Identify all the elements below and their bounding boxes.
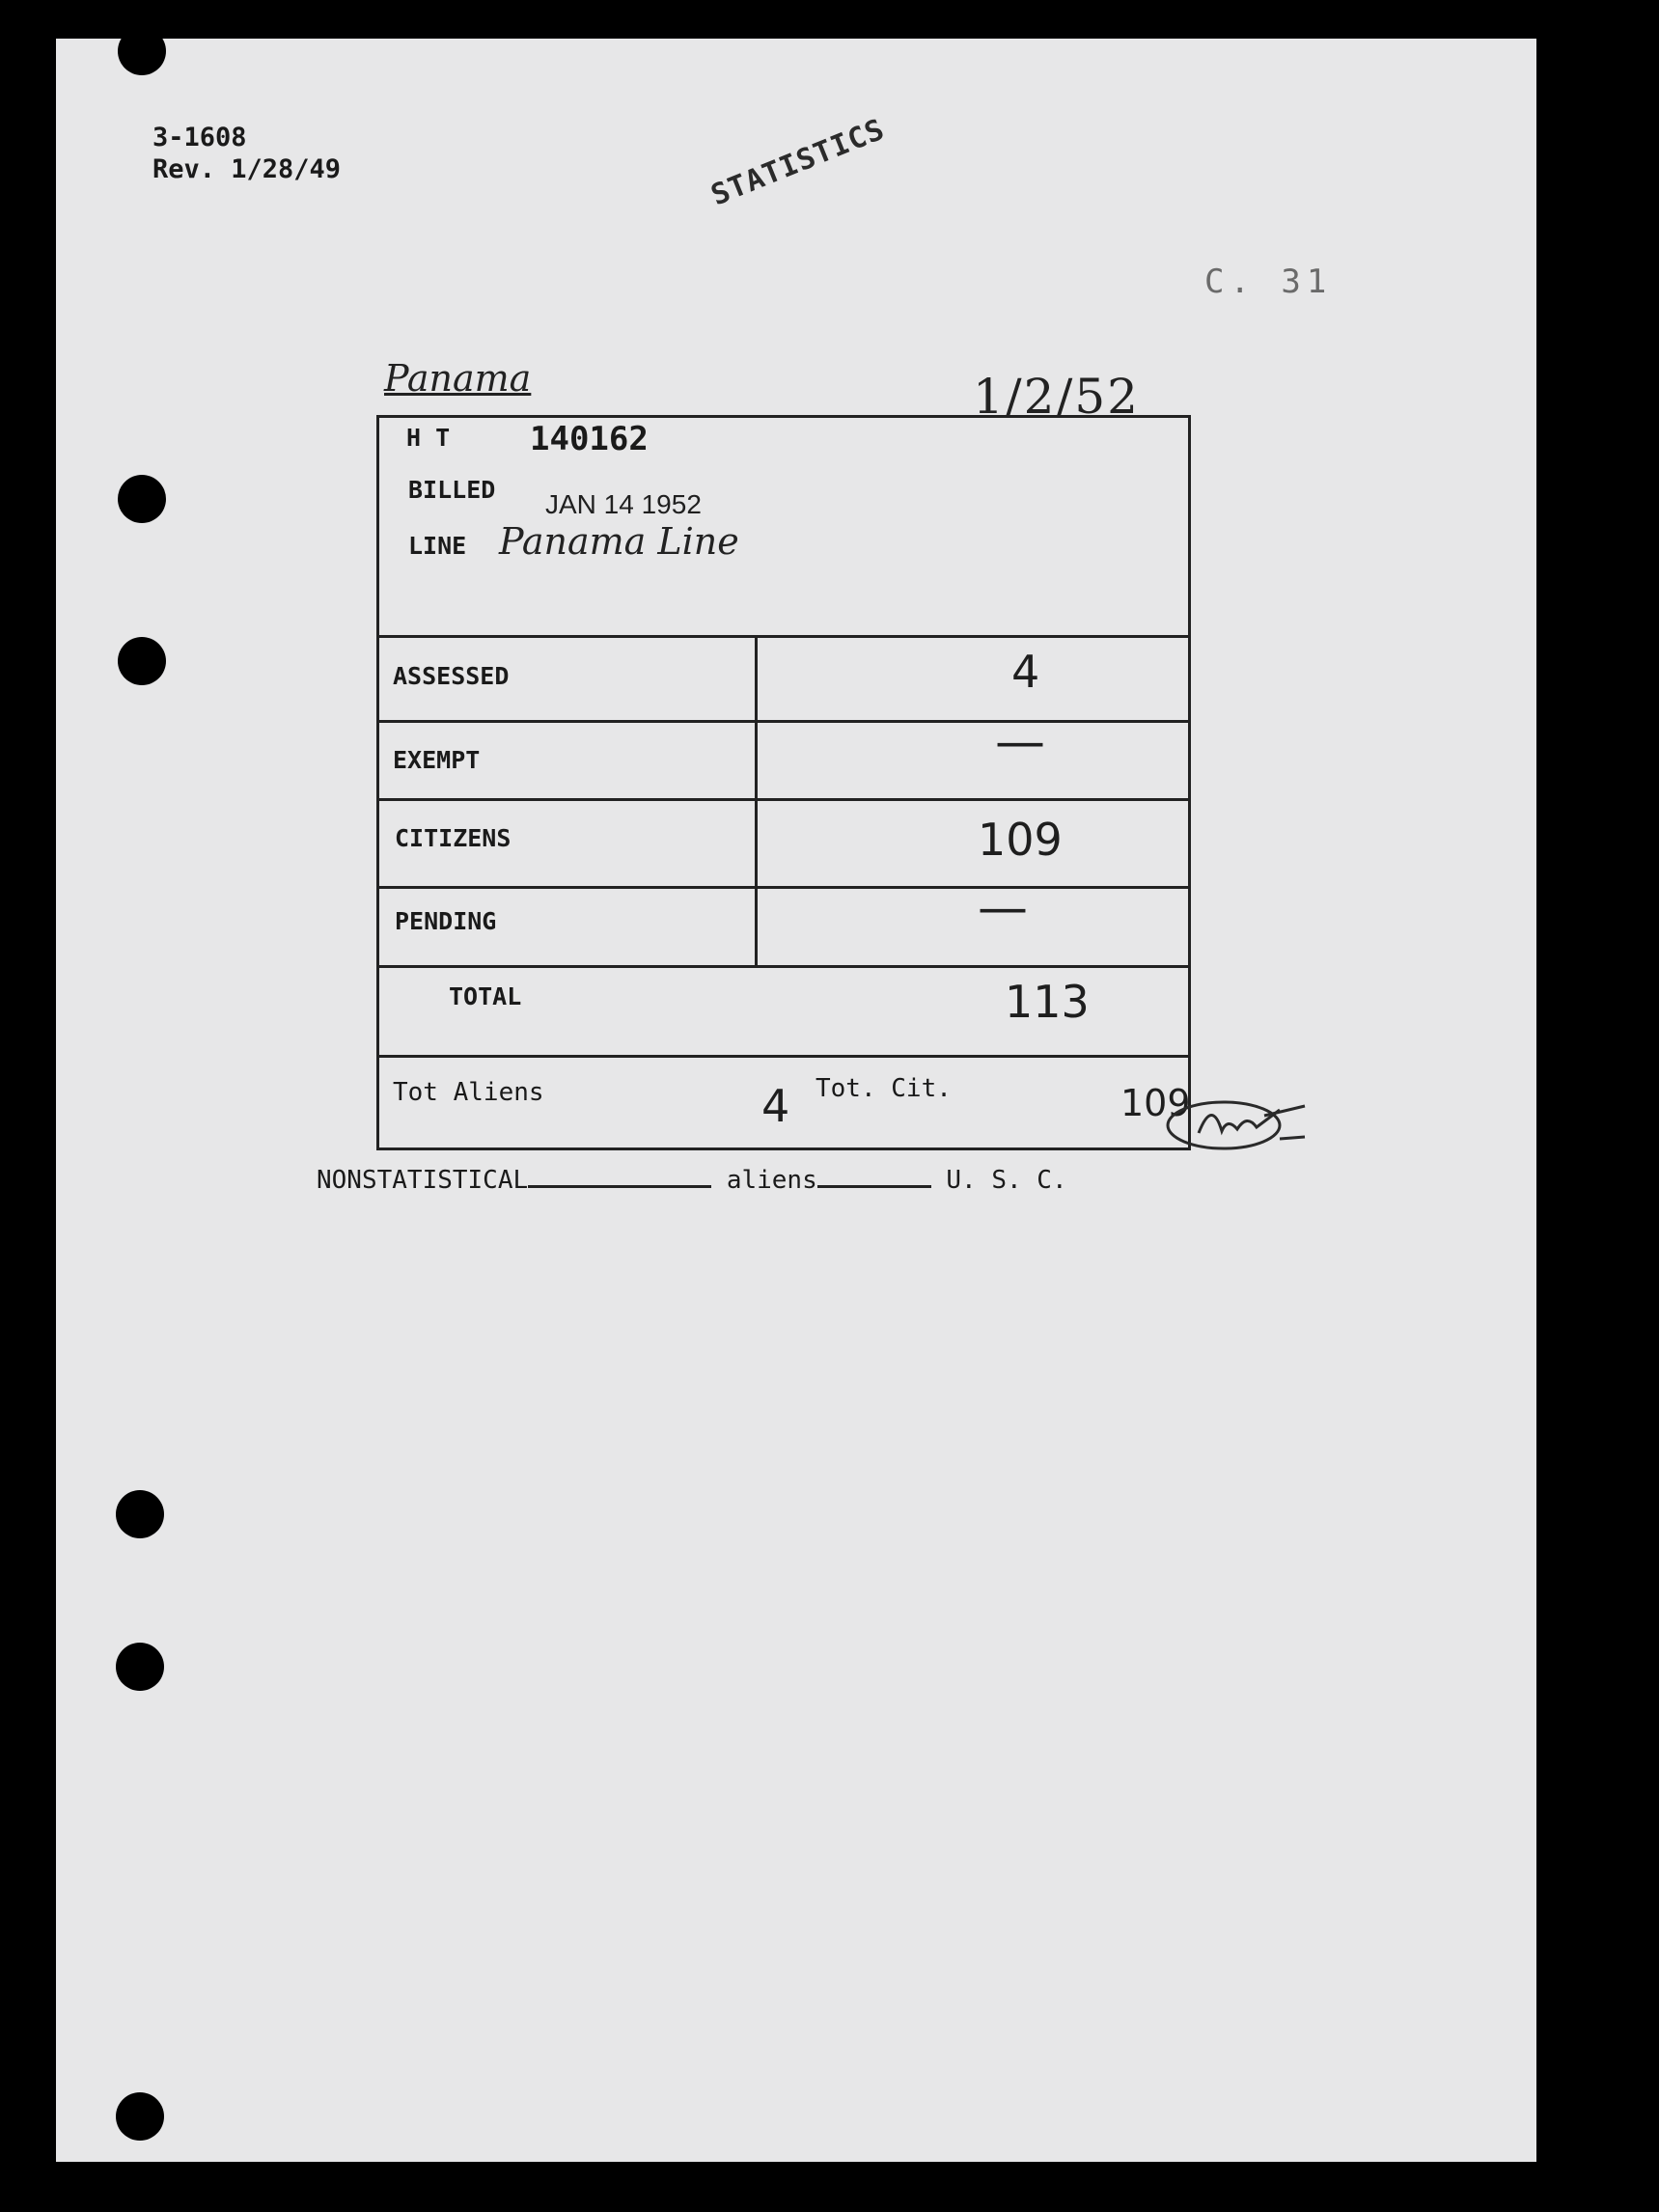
usc-label: U. S. C. [946, 1166, 1067, 1195]
handwritten-date: 1/2/52 [973, 369, 1140, 425]
total-label: TOTAL [449, 982, 522, 1010]
assessed-label: ASSESSED [393, 662, 510, 690]
punch-hole [118, 475, 166, 523]
ht-number: 140162 [530, 420, 649, 458]
tot-cit-label: Tot. Cit. [816, 1074, 952, 1103]
rule [379, 635, 1188, 638]
nonstatistical-label: NONSTATISTICAL [317, 1166, 529, 1195]
pending-value: — [978, 879, 1028, 937]
billed-date-stamp: JAN 14 1952 [545, 489, 702, 519]
exempt-label: EXEMPT [393, 746, 481, 774]
handwritten-port: Panama [384, 357, 532, 400]
nonstatistical-line [317, 1164, 1067, 1195]
exempt-value: — [995, 713, 1045, 771]
line-value: Panama Line [499, 520, 739, 563]
column-divider [755, 635, 758, 965]
initials-signature [1164, 1091, 1309, 1152]
rule [379, 720, 1188, 723]
assessed-value: 4 [1011, 646, 1040, 698]
punch-hole [116, 2092, 164, 2141]
form-header [152, 122, 341, 185]
punch-hole [118, 637, 166, 685]
tot-cit-value: 109 [1120, 1082, 1191, 1124]
punch-hole [116, 1490, 164, 1538]
rule [379, 798, 1188, 801]
corner-mark: C. 31 [1204, 263, 1333, 301]
punch-hole [118, 39, 166, 75]
form-revision: Rev. 1/28/49 [152, 154, 342, 184]
tot-aliens-value: 4 [761, 1080, 790, 1132]
document-page [56, 39, 1536, 2162]
rule [379, 965, 1188, 968]
statistics-form [376, 415, 1191, 1150]
aliens-blank [817, 1164, 931, 1188]
billed-label: BILLED [408, 476, 496, 504]
form-number: 3-1608 [152, 123, 247, 152]
citizens-value: 109 [978, 814, 1063, 866]
rule [379, 1055, 1188, 1058]
rule [379, 886, 1188, 889]
nonstatistical-blank [528, 1164, 711, 1188]
total-value: 113 [1005, 976, 1090, 1028]
ht-label: H T [406, 424, 451, 452]
pending-label: PENDING [395, 907, 497, 935]
line-label: LINE [408, 532, 467, 560]
statistics-stamp: STATISTICS [706, 112, 890, 213]
aliens-label: aliens [726, 1166, 817, 1195]
punch-hole [116, 1643, 164, 1691]
tot-aliens-label: Tot Aliens [393, 1078, 544, 1107]
citizens-label: CITIZENS [395, 824, 512, 852]
